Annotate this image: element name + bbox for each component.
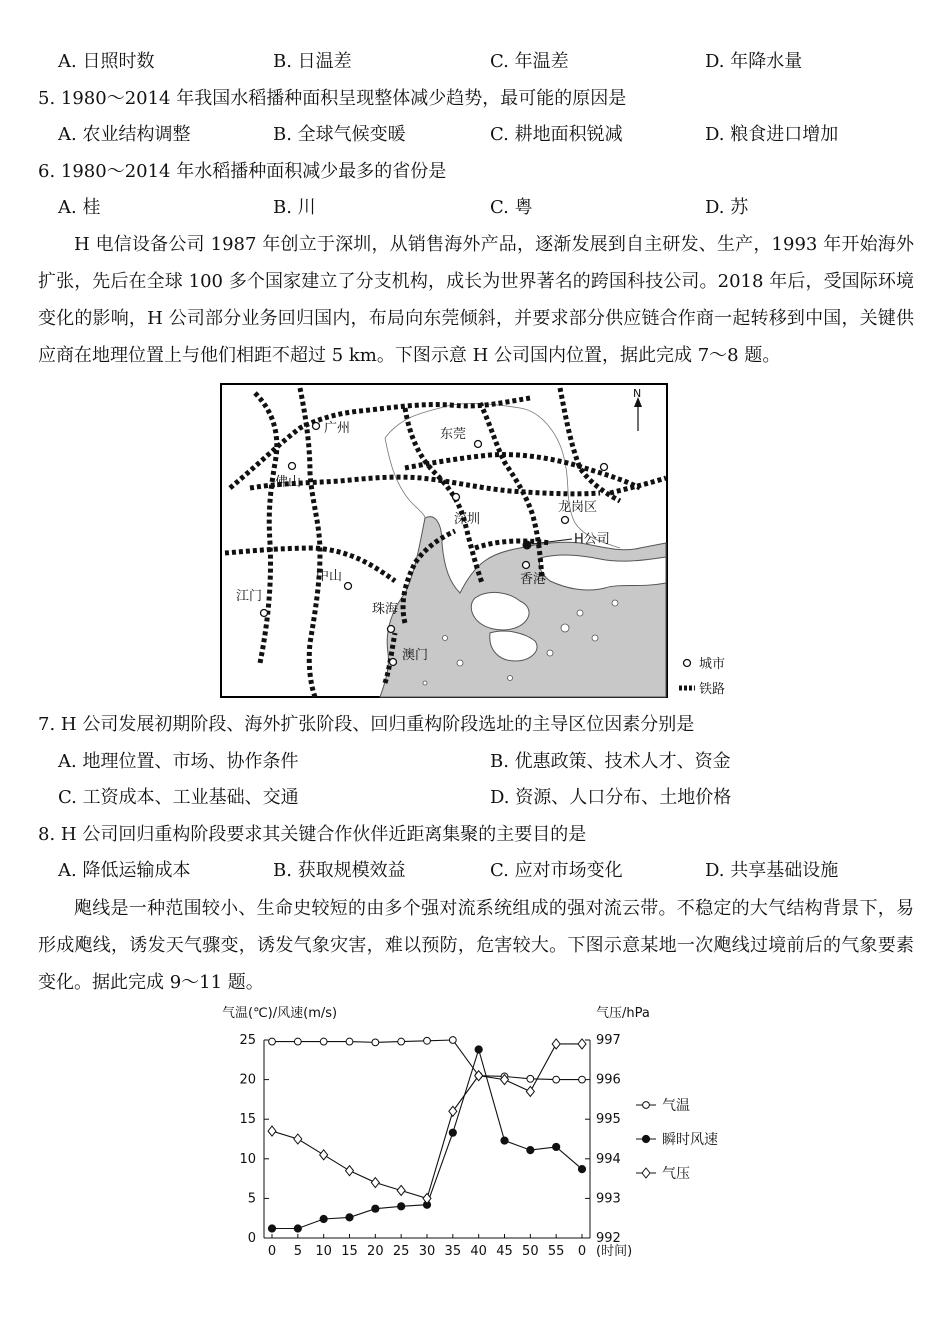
chart-ytick-label-left: 5 — [247, 1191, 256, 1207]
data-point-series-2 — [397, 1185, 405, 1195]
data-point-series-1 — [398, 1203, 405, 1210]
data-point-series-0 — [553, 1076, 560, 1083]
city-marker-hongkong — [523, 562, 530, 569]
data-point-series-0 — [579, 1076, 586, 1083]
city-marker-east — [601, 464, 608, 471]
chart-xtick-label: 45 — [496, 1244, 513, 1259]
q6-option-a: A. 桂 — [58, 197, 101, 218]
q8-option-a: A. 降低运输成本 — [58, 860, 191, 881]
chart-ytick-label-right: 997 — [596, 1033, 621, 1048]
q5-option-c: C. 耕地面积锐减 — [490, 124, 623, 145]
city-marker-foshan — [289, 463, 296, 470]
chart-ytick-label-left: 25 — [239, 1033, 256, 1048]
passage-squall-line: 飑线是一种范围较小、生命史较短的由多个强对流系统组成的强对流云带。不稳定的大气结构背景下，易形成飑线，诱发天气骤变，诱发气象灾害，难以预防，危害较大。下图示意某地一次飑线过境前后的气象要素变化。据此完成 9～11 题。 — [38, 898, 914, 993]
data-point-series-1 — [320, 1215, 327, 1222]
q5-option-b: B. 全球气候变暖 — [273, 124, 406, 145]
chart-xtick-label: 0 — [267, 1244, 277, 1259]
city-marker-macau — [390, 659, 397, 666]
passage-h-company: H 电信设备公司 1987 年创立于深圳，从销售海外产品，逐渐发展到自主研发、生产，1993 年开始海外扩张，先后在全球 100 多个国家建立了分支机构，成长为世界著名的跨国科技公司。2018 年后，受国际环境变化的影响，H 公司部分业务回归国内，布局向东莞倾斜，并要求部分供应链合作商一起转移到中国，关键供应商在地理位置上与他们相距不超过 5 km。下图示意 H 公司国内位置，据此完成 7～8 题。 — [38, 234, 914, 366]
data-point-series-2 — [346, 1166, 354, 1176]
q6-option-c: C. 粤 — [490, 197, 533, 218]
q4-option-b: B. 日温差 — [273, 51, 352, 72]
h-company-location-map — [220, 383, 668, 698]
city-marker-zhongshan — [345, 583, 352, 590]
data-point-series-2 — [552, 1039, 560, 1049]
q5-option-d: D. 粮食进口增加 — [705, 124, 839, 145]
map-legend — [678, 652, 748, 700]
chart-xtick-label: 20 — [367, 1244, 384, 1259]
series-line-2 — [272, 1044, 582, 1198]
data-point-series-0 — [527, 1075, 534, 1082]
data-point-series-0 — [449, 1037, 456, 1044]
data-point-series-1 — [553, 1143, 560, 1150]
q4-option-d: D. 年降水量 — [705, 51, 803, 72]
chart-ytick-label-left: 15 — [239, 1112, 256, 1128]
chart-xtick-label: 0 — [577, 1244, 587, 1259]
series-line-0 — [272, 1040, 582, 1080]
label-foshan: 佛山 — [275, 475, 302, 490]
chart-ytick-label-right: 995 — [596, 1112, 621, 1128]
h-company-marker — [523, 541, 532, 550]
chart-ylabel-left: 气温(℃)/风速(m/s) — [222, 1006, 338, 1021]
chart-ytick-label-right: 992 — [596, 1231, 621, 1246]
q6-stem: 6. 1980～2014 年水稻播种面积减少最多的省份是 — [38, 161, 447, 182]
q4-option-a: A. 日照时数 — [58, 51, 155, 72]
east-peninsula — [539, 555, 666, 590]
data-point-series-1 — [527, 1146, 534, 1153]
data-point-series-2 — [294, 1134, 302, 1144]
q8-option-c: C. 应对市场变化 — [490, 860, 623, 881]
q7-stem: 7. H 公司发展初期阶段、海外扩张阶段、回归重构阶段选址的主导区位因素分别是 — [38, 714, 695, 735]
city-marker-guangzhou — [313, 423, 320, 430]
chart-ytick-label-left: 10 — [239, 1151, 256, 1167]
chart-ytick-label-left: 20 — [239, 1072, 256, 1088]
label-h-company: H公司 — [574, 532, 610, 547]
q7-option-b: B. 优惠政策、技术人才、资金 — [490, 751, 731, 772]
north-label: N — [633, 387, 642, 400]
chart-xtick-label: 50 — [522, 1244, 539, 1259]
q5-stem: 5. 1980～2014 年我国水稻播种面积呈现整体减少趋势，最可能的原因是 — [38, 88, 627, 109]
data-point-series-1 — [475, 1046, 482, 1053]
chart-xtick-label: 25 — [392, 1244, 410, 1259]
data-point-series-0 — [269, 1038, 276, 1045]
q6-option-b: B. 川 — [273, 197, 316, 218]
data-point-series-0 — [424, 1037, 431, 1044]
chart-ytick-label-right: 996 — [596, 1072, 621, 1088]
chart-xtick-label: 55 — [547, 1244, 565, 1259]
q6-option-d: D. 苏 — [705, 197, 749, 218]
legend-railway-label: 铁路 — [699, 682, 726, 697]
city-marker-shenzhen — [453, 494, 460, 501]
legend-label-1: 瞬时风速 — [662, 1132, 718, 1148]
legend-marker-1 — [642, 1135, 649, 1142]
label-guangzhou: 广州 — [324, 421, 351, 436]
data-point-series-2 — [526, 1086, 534, 1096]
data-point-series-0 — [372, 1039, 379, 1046]
legend-label-0: 气温 — [662, 1098, 690, 1114]
chart-xtick-label: 35 — [444, 1244, 462, 1259]
chart-xtick-label: 5 — [293, 1244, 302, 1259]
data-point-series-0 — [346, 1038, 353, 1045]
data-point-series-2 — [578, 1039, 586, 1049]
legend-city-label: 城市 — [699, 657, 726, 672]
legend-city-icon — [684, 660, 691, 667]
chart-xlabel: (时间) — [596, 1244, 633, 1259]
chart-ytick-label-right: 994 — [596, 1151, 621, 1167]
q8-option-d: D. 共享基础设施 — [705, 860, 839, 881]
city-marker-dongguan — [475, 441, 482, 448]
data-point-series-1 — [578, 1165, 585, 1172]
data-point-series-0 — [294, 1038, 301, 1045]
q4-option-c: C. 年温差 — [490, 51, 569, 72]
city-marker-zhuhai — [388, 626, 395, 633]
q8-option-b: B. 获取规模效益 — [273, 860, 406, 881]
chart-ytick-label-left: 0 — [247, 1231, 256, 1246]
city-marker-jiangmen — [261, 610, 268, 617]
data-point-series-2 — [268, 1126, 276, 1136]
label-jiangmen: 江门 — [236, 589, 263, 604]
legend-marker-2 — [642, 1168, 650, 1178]
legend-label-2: 气压 — [662, 1166, 690, 1182]
chart-xtick-label: 10 — [315, 1244, 332, 1259]
label-dongguan: 东莞 — [440, 427, 467, 442]
label-shenzhen: 深圳 — [454, 512, 481, 527]
label-hongkong: 香港 — [520, 572, 547, 587]
q7-option-c: C. 工资成本、工业基础、交通 — [58, 787, 299, 808]
chart-xtick-label: 30 — [418, 1244, 436, 1259]
chart-xtick-label: 15 — [341, 1244, 358, 1259]
q5-option-a: A. 农业结构调整 — [58, 124, 191, 145]
data-point-series-0 — [320, 1038, 327, 1045]
label-zhuhai: 珠海 — [372, 602, 399, 617]
q7-option-a: A. 地理位置、市场、协作条件 — [58, 751, 299, 772]
data-point-series-1 — [372, 1205, 379, 1212]
label-longgang: 龙岗区 — [558, 500, 598, 515]
data-point-series-1 — [501, 1137, 508, 1144]
data-point-series-1 — [268, 1225, 275, 1232]
legend-marker-0 — [643, 1102, 650, 1109]
label-zhongshan: 中山 — [316, 569, 343, 584]
squall-line-weather-chart — [200, 1000, 760, 1275]
data-point-series-2 — [371, 1178, 379, 1188]
data-point-series-1 — [346, 1214, 353, 1221]
data-point-series-2 — [320, 1150, 328, 1160]
q7-option-d: D. 资源、人口分布、土地价格 — [490, 787, 732, 808]
q8-stem: 8. H 公司回归重构阶段要求其关键合作伙伴近距离集聚的主要目的是 — [38, 824, 587, 845]
data-point-series-1 — [449, 1129, 456, 1136]
label-macau: 澳门 — [402, 648, 429, 663]
city-marker-longgang — [562, 517, 569, 524]
chart-xtick-label: 40 — [470, 1244, 487, 1259]
chart-ylabel-right: 气压/hPa — [596, 1006, 650, 1021]
data-point-series-1 — [294, 1225, 301, 1232]
chart-ytick-label-right: 993 — [596, 1191, 621, 1207]
data-point-series-0 — [398, 1038, 405, 1045]
